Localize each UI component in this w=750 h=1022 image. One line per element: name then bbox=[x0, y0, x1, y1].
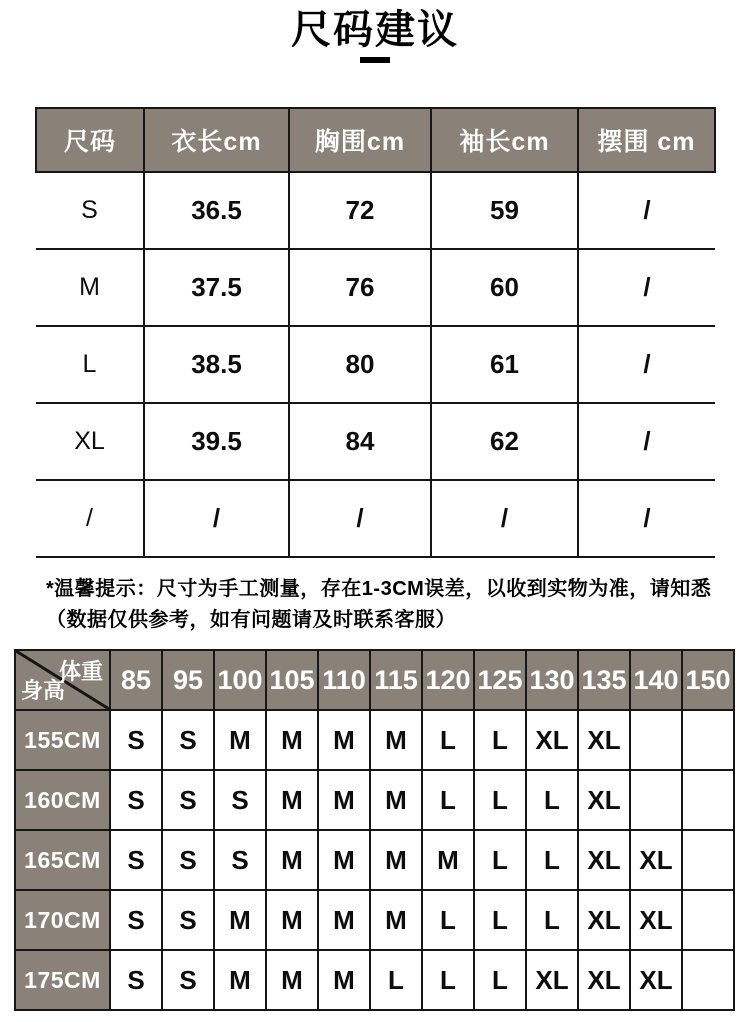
weight-column-header: 115 bbox=[370, 650, 422, 710]
measurement-cell: 76 bbox=[289, 249, 431, 326]
weight-column-header: 135 bbox=[578, 650, 630, 710]
recommended-size-cell bbox=[682, 770, 734, 830]
size-column-header: 摆围 cm bbox=[578, 108, 715, 172]
height-row-header: 175CM bbox=[15, 950, 110, 1010]
recommended-size-cell: M bbox=[266, 770, 318, 830]
size-table-row bbox=[36, 480, 715, 557]
title-underline-dash bbox=[360, 57, 390, 63]
recommended-size-cell: S bbox=[110, 770, 162, 830]
recommended-size-cell: S bbox=[214, 770, 266, 830]
measurement-cell: 72 bbox=[289, 172, 431, 249]
recommended-size-cell: XL bbox=[526, 950, 578, 1010]
recommended-size-cell bbox=[630, 770, 682, 830]
height-weight-row bbox=[15, 890, 734, 950]
measurement-cell: / bbox=[578, 249, 715, 326]
note-line-1: *温馨提示：尺寸为手工测量，存在1-3CM误差，以收到实物为准，请知悉 bbox=[46, 578, 712, 600]
size-label-cell: M bbox=[36, 249, 144, 326]
recommended-size-cell: M bbox=[370, 710, 422, 770]
measurement-cell: / bbox=[578, 403, 715, 480]
recommended-size-cell: L bbox=[474, 830, 526, 890]
recommended-size-cell: M bbox=[214, 710, 266, 770]
height-weight-table-body bbox=[15, 710, 734, 1010]
size-label-cell: S bbox=[36, 172, 144, 249]
recommended-size-cell: M bbox=[370, 830, 422, 890]
recommended-size-cell: S bbox=[162, 710, 214, 770]
size-label-cell: XL bbox=[36, 403, 144, 480]
weight-column-header: 105 bbox=[266, 650, 318, 710]
recommended-size-cell: XL bbox=[578, 710, 630, 770]
height-row-header: 160CM bbox=[15, 770, 110, 830]
measurement-cell: 61 bbox=[431, 326, 578, 403]
measurement-cell: 59 bbox=[431, 172, 578, 249]
recommended-size-cell: XL bbox=[578, 770, 630, 830]
size-table-row bbox=[36, 403, 715, 480]
measurement-cell: 37.5 bbox=[144, 249, 289, 326]
recommended-size-cell: S bbox=[110, 710, 162, 770]
recommended-size-cell: S bbox=[110, 890, 162, 950]
height-weight-row bbox=[15, 830, 734, 890]
recommended-size-cell: XL bbox=[630, 890, 682, 950]
corner-height-label: 身高 bbox=[21, 678, 66, 703]
recommended-size-cell: M bbox=[266, 890, 318, 950]
recommended-size-cell: S bbox=[162, 950, 214, 1010]
recommended-size-cell bbox=[682, 890, 734, 950]
height-weight-row bbox=[15, 950, 734, 1010]
recommended-size-cell: M bbox=[214, 890, 266, 950]
measurement-cell: 84 bbox=[289, 403, 431, 480]
measurement-cell: / bbox=[431, 480, 578, 557]
measurement-cell: 36.5 bbox=[144, 172, 289, 249]
recommended-size-cell: M bbox=[370, 890, 422, 950]
recommended-size-cell: M bbox=[266, 950, 318, 1010]
weight-column-header: 100 bbox=[214, 650, 266, 710]
measurement-cell: 60 bbox=[431, 249, 578, 326]
measurement-cell: / bbox=[578, 480, 715, 557]
recommended-size-cell: M bbox=[318, 770, 370, 830]
weight-column-header: 120 bbox=[422, 650, 474, 710]
recommended-size-cell: L bbox=[474, 770, 526, 830]
recommended-size-cell: M bbox=[214, 950, 266, 1010]
height-weight-row bbox=[15, 710, 734, 770]
recommended-size-cell: L bbox=[474, 710, 526, 770]
size-table-body bbox=[36, 172, 715, 557]
recommended-size-cell: XL bbox=[630, 830, 682, 890]
measurement-cell: / bbox=[144, 480, 289, 557]
recommended-size-cell: M bbox=[318, 830, 370, 890]
size-column-header: 袖长cm bbox=[431, 108, 578, 172]
recommended-size-cell: S bbox=[214, 830, 266, 890]
size-table-header bbox=[36, 108, 715, 172]
measurement-cell: / bbox=[578, 172, 715, 249]
weight-column-header: 95 bbox=[162, 650, 214, 710]
recommended-size-cell bbox=[682, 830, 734, 890]
recommended-size-cell: S bbox=[162, 830, 214, 890]
recommended-size-cell: S bbox=[162, 770, 214, 830]
measurement-cell: / bbox=[289, 480, 431, 557]
height-weight-table bbox=[14, 649, 735, 1011]
note-line-2: （数据仅供参考，如有问题请及时联系客服） bbox=[46, 609, 456, 631]
recommended-size-cell: XL bbox=[526, 710, 578, 770]
measurement-cell: 80 bbox=[289, 326, 431, 403]
size-table bbox=[35, 107, 716, 558]
recommended-size-cell: L bbox=[422, 950, 474, 1010]
size-table-header-row bbox=[36, 108, 715, 172]
recommended-size-cell: XL bbox=[578, 890, 630, 950]
size-column-header: 衣长cm bbox=[144, 108, 289, 172]
weight-column-header: 140 bbox=[630, 650, 682, 710]
size-table-row bbox=[36, 249, 715, 326]
recommended-size-cell: XL bbox=[630, 950, 682, 1010]
height-weight-header-row bbox=[15, 650, 734, 710]
size-table-row bbox=[36, 326, 715, 403]
height-weight-row bbox=[15, 770, 734, 830]
recommended-size-cell: M bbox=[370, 770, 422, 830]
recommended-size-cell: M bbox=[266, 830, 318, 890]
recommended-size-cell bbox=[682, 710, 734, 770]
recommended-size-cell: M bbox=[318, 890, 370, 950]
size-label-cell: L bbox=[36, 326, 144, 403]
recommended-size-cell: M bbox=[266, 710, 318, 770]
recommended-size-cell: M bbox=[318, 710, 370, 770]
weight-column-header: 150 bbox=[682, 650, 734, 710]
measurement-cell: 62 bbox=[431, 403, 578, 480]
recommended-size-cell: L bbox=[474, 950, 526, 1010]
recommended-size-cell: S bbox=[110, 830, 162, 890]
recommended-size-cell: L bbox=[526, 830, 578, 890]
corner-weight-label: 体重 bbox=[58, 659, 103, 684]
height-weight-table-header bbox=[15, 650, 734, 710]
recommended-size-cell: L bbox=[370, 950, 422, 1010]
recommended-size-cell: L bbox=[422, 890, 474, 950]
recommended-size-cell bbox=[630, 710, 682, 770]
size-label-cell: / bbox=[36, 480, 144, 557]
size-column-header: 胸围cm bbox=[289, 108, 431, 172]
size-table-row bbox=[36, 172, 715, 249]
measurement-cell: 38.5 bbox=[144, 326, 289, 403]
weight-column-header: 125 bbox=[474, 650, 526, 710]
recommended-size-cell: S bbox=[162, 890, 214, 950]
recommended-size-cell: L bbox=[526, 770, 578, 830]
height-row-header: 155CM bbox=[15, 710, 110, 770]
height-row-header: 170CM bbox=[15, 890, 110, 950]
recommended-size-cell: L bbox=[422, 710, 474, 770]
weight-column-header: 85 bbox=[110, 650, 162, 710]
page-title: 尺码建议 bbox=[291, 8, 459, 52]
measurement-notes bbox=[46, 574, 750, 636]
recommended-size-cell: M bbox=[422, 830, 474, 890]
recommended-size-cell: L bbox=[526, 890, 578, 950]
measurement-cell: 39.5 bbox=[144, 403, 289, 480]
recommended-size-cell bbox=[682, 950, 734, 1010]
weight-column-header: 110 bbox=[318, 650, 370, 710]
recommended-size-cell: XL bbox=[578, 830, 630, 890]
size-column-header: 尺码 bbox=[36, 108, 144, 172]
recommended-size-cell: L bbox=[422, 770, 474, 830]
size-guide-page bbox=[0, 6, 750, 1022]
recommended-size-cell: L bbox=[474, 890, 526, 950]
measurement-cell: / bbox=[578, 326, 715, 403]
recommended-size-cell: M bbox=[318, 950, 370, 1010]
height-row-header: 165CM bbox=[15, 830, 110, 890]
recommended-size-cell: S bbox=[110, 950, 162, 1010]
recommended-size-cell: XL bbox=[578, 950, 630, 1010]
corner-cell bbox=[15, 650, 110, 710]
weight-column-header: 130 bbox=[526, 650, 578, 710]
